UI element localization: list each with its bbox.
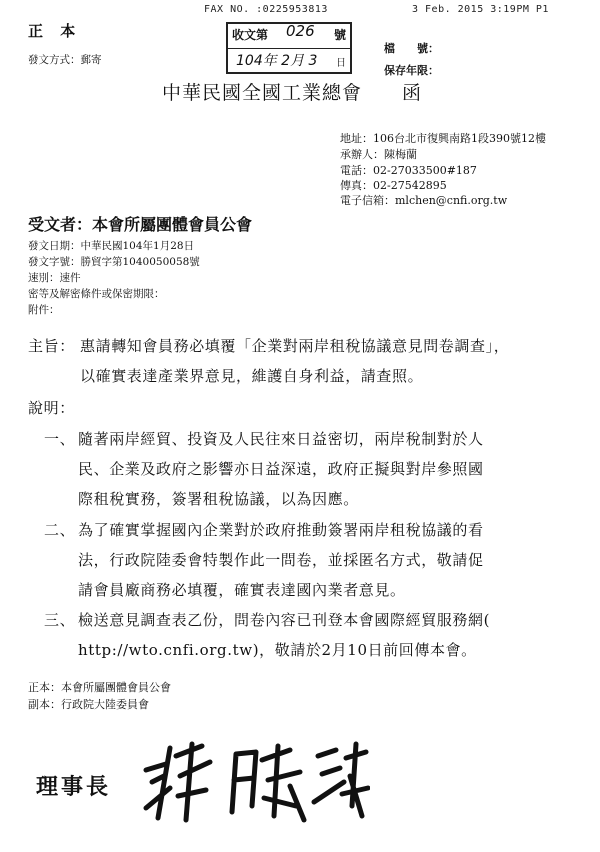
stamp-handwritten-date: 104年 2月 3 [236,53,318,69]
meta-secret: 密等及解密條件或保密期限： [28,288,165,300]
item-3-line-2: http://wto.cnfi.org.tw)，敬請於2月10日前回傳本會。 [78,641,477,659]
contact-fax: 傳真：02-27542895 [340,179,447,192]
explain-label: 說明： [28,399,75,417]
item-1-number: 一、 [44,430,76,448]
footer-main-copy: 正本：本會所屬團體會員公會 [28,681,171,694]
signature-title: 理事長 [36,774,112,800]
fax-datetime: 3 Feb. 2015 3:19PM P1 [412,4,549,15]
subject-label: 主旨： [28,337,75,355]
recipient: 受文者：本會所屬團體會員公會 [28,215,253,234]
meta-attach: 附件： [28,304,60,316]
item-2-line-3: 請會員廠商務必填覆，確實表達國內業者意見。 [78,581,406,599]
item-2-line-1: 為了確實掌握國內企業對於政府推動簽署兩岸租稅協議的看 [78,521,484,539]
item-2-number: 二、 [44,521,76,539]
subject-line-1: 惠請轉知會員務必填覆「企業對兩岸租稅協議意見問卷調查」， [80,337,510,355]
meta-date: 發文日期：中華民國104年1月28日 [28,240,195,252]
contact-address: 地址：106台北市復興南路1段390號12樓 [340,132,546,145]
stamp-label: 收文第 [232,28,269,42]
file-number-label: 檔 號： [384,42,439,55]
signature-handwriting [140,736,370,826]
item-1-line-2: 民、企業及政府之影響亦日益深遠，政府正擬與對岸參照國 [78,460,484,478]
stamp-day: 日 [336,58,346,69]
item-1-line-3: 際租稅實務，簽署租稅協議，以為因應。 [78,490,359,508]
stamp-handwritten-number: 026 [286,22,315,40]
item-2-line-2: 法，行政院陸委會特製作此一問卷，並採匿名方式，敬請促 [78,551,484,569]
retention-label: 保存年限： [384,64,439,77]
contact-handler: 承辦人：陳梅蘭 [340,148,417,161]
stamp-suffix: 號 [333,28,346,42]
copy-label: 正 本 [28,22,82,40]
meta-speed: 速別：速件 [28,272,81,284]
item-1-line-1: 隨著兩岸經貿、投資及人民往來日益密切，兩岸稅制對於人 [78,430,484,448]
contact-email: 電子信箱：mlchen@cnfi.org.tw [340,194,508,207]
receipt-stamp [226,22,352,74]
org-title: 中華民國全國工業總會 函 [162,82,423,104]
item-3-number: 三、 [44,611,76,629]
fax-number: FAX NO. :0225953813 [204,4,328,15]
contact-phone: 電話：02-27033500#187 [340,164,477,177]
send-method: 發文方式：郵寄 [28,54,102,66]
item-3-line-1: 檢送意見調查表乙份，問卷內容已刊登本會國際經貿服務網( [78,611,491,629]
subject-line-2: 以確實表達產業界意見，維護自身利益，請查照。 [80,367,424,385]
footer-cc: 副本：行政院大陸委員會 [28,698,149,711]
meta-ref: 發文字號：勝貿字第1040050058號 [28,256,200,268]
